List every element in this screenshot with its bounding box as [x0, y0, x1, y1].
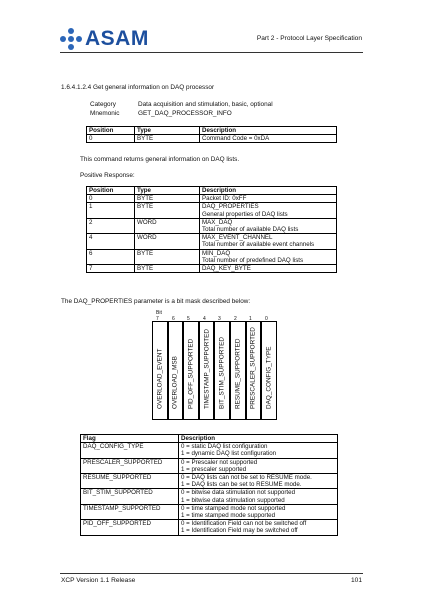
table-row	[87, 195, 337, 203]
table-cell: MIN_DAQ Total number of predefined DAQ lists	[200, 249, 337, 264]
table-row	[81, 474, 338, 489]
table-cell: BYTE	[135, 135, 200, 143]
table-cell: 0	[87, 135, 135, 143]
table-cell: BYTE	[135, 265, 200, 273]
table-cell: PID_OFF_SUPPORTED	[81, 520, 179, 535]
bit-number: 1	[249, 316, 252, 322]
table-row	[87, 249, 337, 264]
table-cell: Command Code = 0xDA	[200, 135, 337, 143]
bit-name: DAQ_CONFIG_TYPE	[265, 346, 273, 409]
header-cell: Type	[135, 187, 200, 195]
table-cell: DAQ_CONFIG_TYPE	[81, 443, 179, 458]
header-cell: Position	[87, 187, 135, 195]
mnemonic-value: GET_DAQ_PROCESSOR_INFO	[138, 110, 232, 117]
header-cell: Type	[135, 127, 200, 135]
positive-response-label: Positive Response:	[80, 172, 135, 179]
bit-name: BIT_STIM_SUPPORTED	[218, 337, 226, 409]
bit-number: 6	[172, 316, 175, 322]
asam-logo	[60, 27, 149, 51]
bit-number: 7	[156, 316, 159, 322]
bit-name: OVERLOAD_MSB	[171, 356, 179, 409]
table-cell: BYTE	[135, 195, 200, 203]
response-table	[86, 186, 337, 273]
table-cell: Packet ID: 0xFF	[200, 195, 337, 203]
table-cell: 0 = static DAQ list configuration 1 = dynamic DAQ list configuration	[179, 443, 338, 458]
logo-text: ASAM	[85, 27, 149, 50]
bit-cell	[261, 321, 277, 420]
header-cell: Position	[87, 127, 135, 135]
mnemonic-row	[90, 110, 232, 117]
table-row	[81, 504, 338, 519]
table-cell: TIMESTAMP_SUPPORTED	[81, 504, 179, 519]
table-cell: 2	[87, 218, 135, 233]
flag-table	[80, 434, 338, 536]
bit-number: 5	[187, 316, 190, 322]
table-cell: MAX_EVENT_CHANNEL Total number of available event channels	[200, 234, 337, 249]
footer-version: XCP Version 1.1 Release	[61, 577, 136, 584]
mnemonic-label: Mnemonic	[90, 110, 120, 117]
table-cell: 0 = time stamped mode not supported 1 = time stamped mode supported	[179, 504, 338, 519]
table-row	[87, 203, 337, 218]
bit-cell	[230, 321, 246, 420]
bit-number: 0	[265, 316, 268, 322]
table-cell: 0 = Identification Field can not be switched off 1 = Identification Field may be switched off	[179, 520, 338, 535]
table-cell: DAQ_KEY_BYTE	[200, 265, 337, 273]
description-text: This command returns general information on DAQ lists.	[80, 156, 240, 163]
table-row	[87, 218, 337, 233]
table-row	[87, 135, 337, 143]
bit-number: 4	[203, 316, 206, 322]
header-cell: Description	[200, 127, 337, 135]
bit-label: Bit	[156, 310, 162, 316]
bit-cell	[152, 321, 168, 420]
section-heading: 1.6.4.1.2.4 Get general information on DAQ processor	[61, 84, 215, 91]
header-divider	[60, 52, 363, 53]
bit-name: PRESCALER_SUPPORTED	[249, 327, 257, 409]
table-cell: WORD	[135, 218, 200, 233]
table-cell: 0 = DAQ lists can not be set to RESUME mode. 1 = DAQ lists can be set to RESUME mode.	[179, 474, 338, 489]
table-row	[81, 489, 338, 504]
table-cell: MAX_DAQ Total number of available DAQ lists	[200, 218, 337, 233]
table-cell: PRESCALER_SUPPORTED	[81, 458, 179, 473]
table-cell: WORD	[135, 234, 200, 249]
category-label: Category	[90, 101, 116, 108]
table-cell: 0 = bitwise data stimulation not supported 1 = bitwise data stimulation supported	[179, 489, 338, 504]
table-header-row	[87, 127, 337, 135]
table-cell: 4	[87, 234, 135, 249]
table-cell: DAQ_PROPERTIES General properties of DAQ lists	[200, 203, 337, 218]
table-cell: BIT_STIM_SUPPORTED	[81, 489, 179, 504]
table-header-row	[87, 187, 337, 195]
table-row	[87, 234, 337, 249]
bit-cell	[199, 321, 215, 420]
command-table	[86, 126, 337, 143]
table-cell: 1	[87, 203, 135, 218]
header-title: Part 2 - Protocol Layer Specification	[256, 35, 362, 42]
table-cell: 0 = Prescaler not supported 1 = prescaler supported	[179, 458, 338, 473]
table-cell: 7	[87, 265, 135, 273]
bit-cell	[246, 321, 262, 420]
table-cell: 6	[87, 249, 135, 264]
category-row	[90, 101, 273, 108]
table-row	[81, 443, 338, 458]
category-value: Data acquisition and stimulation, basic, optional	[138, 101, 273, 108]
bit-name: OVERLOAD_EVENT	[156, 348, 164, 409]
asam-logo-icon	[60, 28, 82, 50]
table-row	[81, 520, 338, 535]
bit-cell	[214, 321, 230, 420]
bit-name: PID_OFF_SUPPORTED	[187, 338, 195, 409]
page-number: 101	[350, 577, 362, 584]
table-cell: RESUME_SUPPORTED	[81, 474, 179, 489]
bit-name: TIMESTAMP_SUPPORTED	[203, 328, 211, 409]
footer-divider	[60, 573, 363, 574]
table-cell: BYTE	[135, 203, 200, 218]
bit-number: 2	[234, 316, 237, 322]
bit-name: RESUME_SUPPORTED	[234, 338, 242, 409]
bit-number: 3	[218, 316, 221, 322]
header-cell: Description	[200, 187, 337, 195]
table-row	[87, 265, 337, 273]
bit-cell	[168, 321, 184, 420]
bit-cell	[183, 321, 199, 420]
bitmask-intro: The DAQ_PROPERTIES parameter is a bit mask described below:	[61, 298, 251, 305]
table-row	[81, 458, 338, 473]
header-cell: Flag	[81, 435, 179, 443]
table-cell: 0	[87, 195, 135, 203]
table-cell: BYTE	[135, 249, 200, 264]
header-cell: Description	[179, 435, 338, 443]
table-header-row	[81, 435, 338, 443]
